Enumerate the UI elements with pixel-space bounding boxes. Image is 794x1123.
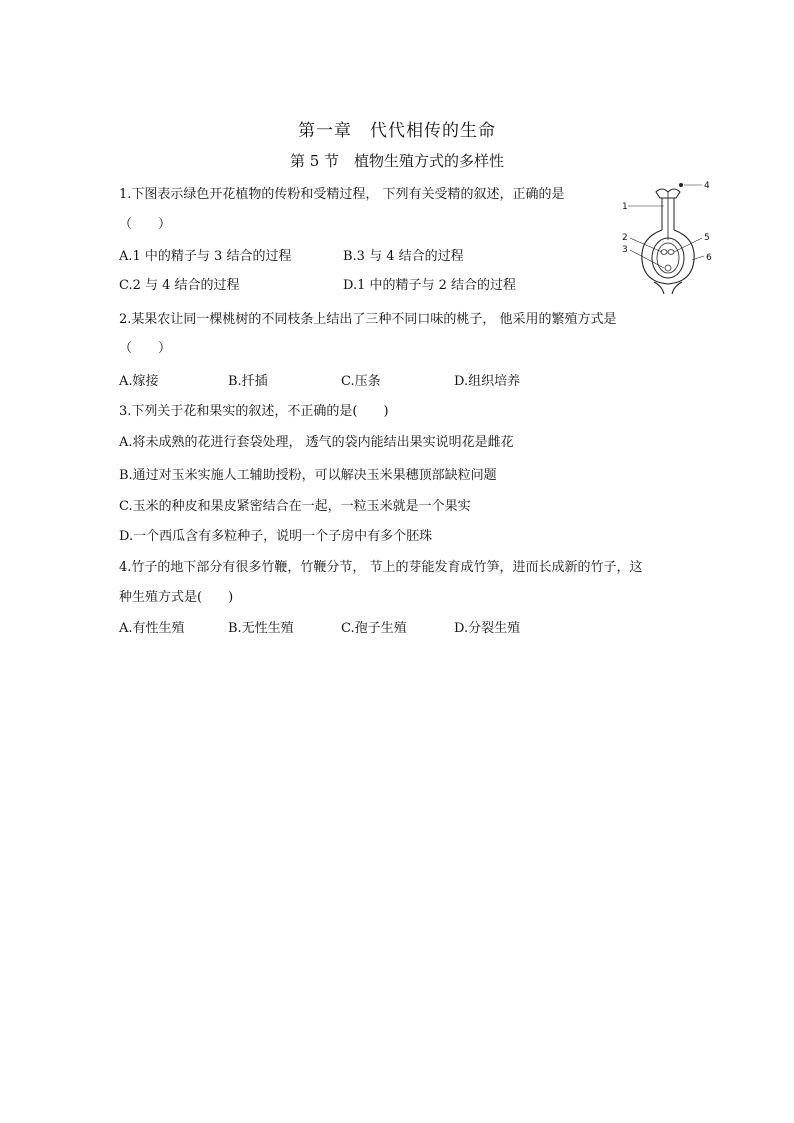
question-4-option-c: C.孢子生殖 <box>341 621 407 636</box>
question-3-option-c: C.玉米的种皮和果皮紧密结合在一起，一粒玉米就是一个果实 <box>119 499 471 514</box>
diagram-label-2: 2 <box>622 233 628 243</box>
question-1-option-a: A.1 中的精子与 3 结合的过程 <box>119 249 292 264</box>
question-1-option-b: B.3 与 4 结合的过程 <box>343 249 464 264</box>
question-1-answer-blank: （ ） <box>119 217 172 232</box>
question-2-stem: 2.某果农让同一棵桃树的不同枝条上结出了三种不同口味的桃子， 他采用的繁殖方式是 <box>119 312 617 327</box>
question-2-answer-blank: （ ） <box>119 341 172 356</box>
question-4-option-b: B.无性生殖 <box>228 621 294 636</box>
question-3-option-a: A.将未成熟的花进行套袋处理， 透气的袋内能结出果实说明花是雌花 <box>119 435 514 450</box>
question-4-option-d: D.分裂生殖 <box>454 621 521 636</box>
diagram-label-6: 6 <box>706 253 712 263</box>
pollen-grain-shape <box>679 183 683 187</box>
question-2-option-a: A.嫁接 <box>119 374 159 389</box>
diagram-label-1: 1 <box>622 202 628 212</box>
diagram-label-4: 4 <box>704 181 710 191</box>
question-4-option-a: A.有性生殖 <box>119 621 185 636</box>
diagram-label-5: 5 <box>704 233 710 243</box>
question-1-stem: 1.下图表示绿色开花植物的传粉和受精过程， 下列有关受精的叙述，正确的是 <box>119 187 565 202</box>
embryo-sac-shape <box>657 243 679 273</box>
question-2-option-b: B.扦插 <box>228 374 268 389</box>
chapter-title: 第一章 代代相传的生命 <box>298 121 496 141</box>
diagram-label-3: 3 <box>622 245 628 255</box>
question-1-option-c: C.2 与 4 结合的过程 <box>119 278 240 293</box>
flower-fertilization-diagram <box>618 178 718 296</box>
question-3-option-d: D.一个西瓜含有多粒种子，说明一个子房中有多个胚珠 <box>119 529 433 544</box>
section-title: 第 5 节 植物生殖方式的多样性 <box>289 152 505 170</box>
question-4-stem-line-2: 种生殖方式是( ) <box>119 590 234 605</box>
question-2-option-c: C.压条 <box>341 374 381 389</box>
question-1-option-d: D.1 中的精子与 2 结合的过程 <box>343 278 517 293</box>
question-3-option-b: B.通过对玉米实施人工辅助授粉，可以解决玉米果穗顶部缺粒问题 <box>119 468 497 483</box>
polar-nucleus-shape <box>668 250 674 255</box>
question-4-stem-line-1: 4.竹子的地下部分有很多竹鞭，竹鞭分节， 节上的芽能发育成竹笋，进而长成新的竹子，这 <box>119 560 643 575</box>
egg-cell-shape <box>665 265 671 271</box>
question-3-stem: 3.下列关于花和果实的叙述，不正确的是( ) <box>119 404 389 419</box>
question-2-option-d: D.组织培养 <box>454 374 521 389</box>
